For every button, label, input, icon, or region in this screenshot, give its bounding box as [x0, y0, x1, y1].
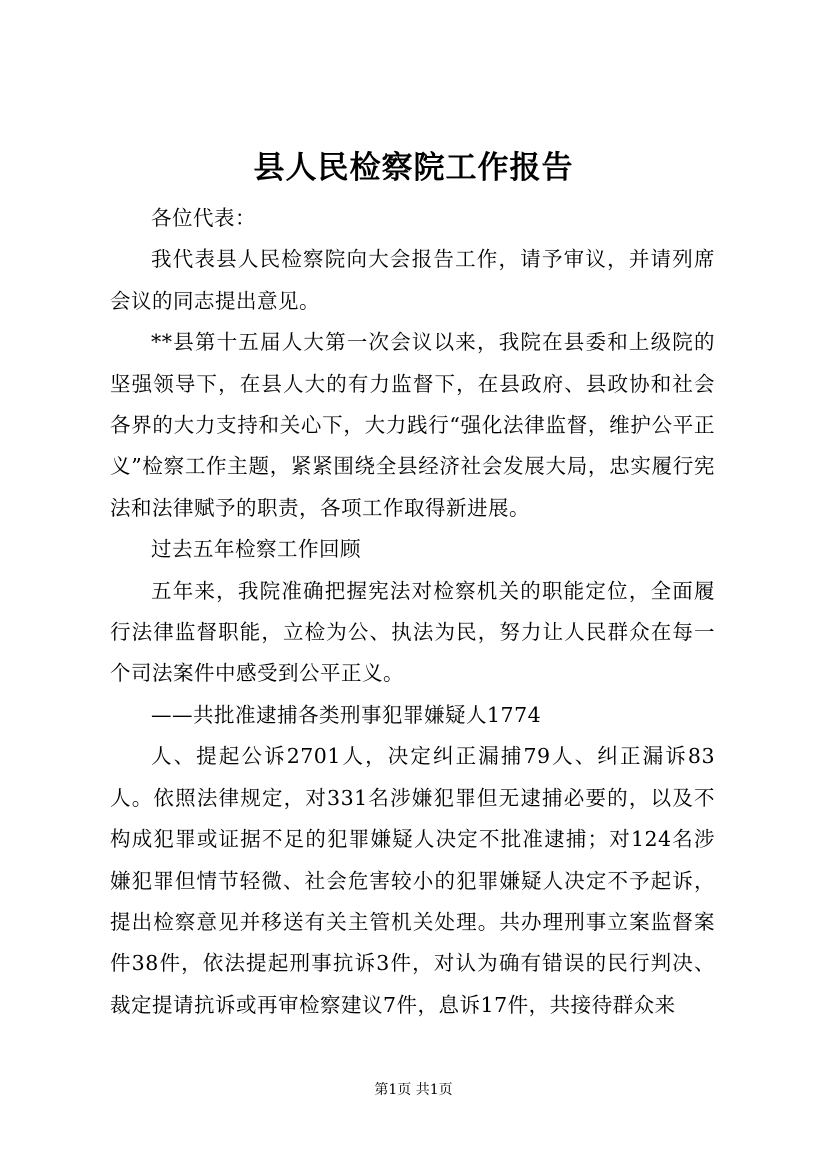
paragraph-intro: 我代表县人民检察院向大会报告工作，请予审议，并请列席会议的同志提出意见。 [110, 247, 715, 313]
section-heading: 过去五年检察工作回顾 [151, 537, 361, 562]
paragraph-salutation: 各位代表： [151, 206, 256, 230]
paragraph-five-years: 五年来，我院准确把握宪法对检察机关的职能定位，全面履行法律监督职能，立检为公、执法为民，努力让人民群众在每一个司法案件中感受到公平正义。 [110, 578, 715, 686]
paragraph-statistics: 人、提起公诉2701人，决定纠正漏捕79人、纠正漏诉83人。依照法律规定，对331名涉嫌犯罪但无逮捕必要的，以及不构成犯罪或证据不足的犯罪嫌疑人决定不批准逮捕；对124名涉嫌犯罪但情节轻微、社会危害较小的犯罪嫌疑人决定不予起诉，提出检察意见并移送有关主管机关处理。共办理刑事立案监督案件38件，依法提起刑事抗诉3件，对认为确有错误的民行判决、裁定提请抗诉或再审检察建议7件，息诉17件，共接待群众来 [110, 744, 715, 1017]
paragraph-arrests: ——共批准逮捕各类刑事犯罪嫌疑人1774 [151, 702, 542, 727]
page-footer: 第1页 共1页 [374, 1082, 453, 1098]
paragraph-overview: **县第十五届人大第一次会议以来，我院在县委和上级院的坚强领导下，在县人大的有力监督下，在县政府、县政协和社会各界的大力支持和关心下，大力践行“强化法律监督，维护公平正义”检察工作主题，紧紧围绕全县经济社会发展大局，忠实履行宪法和法律赋予的职责，各项工作取得新进展。 [110, 330, 715, 520]
document-body [110, 198, 715, 1026]
document-title: 县人民检察院工作报告 [253, 150, 574, 186]
